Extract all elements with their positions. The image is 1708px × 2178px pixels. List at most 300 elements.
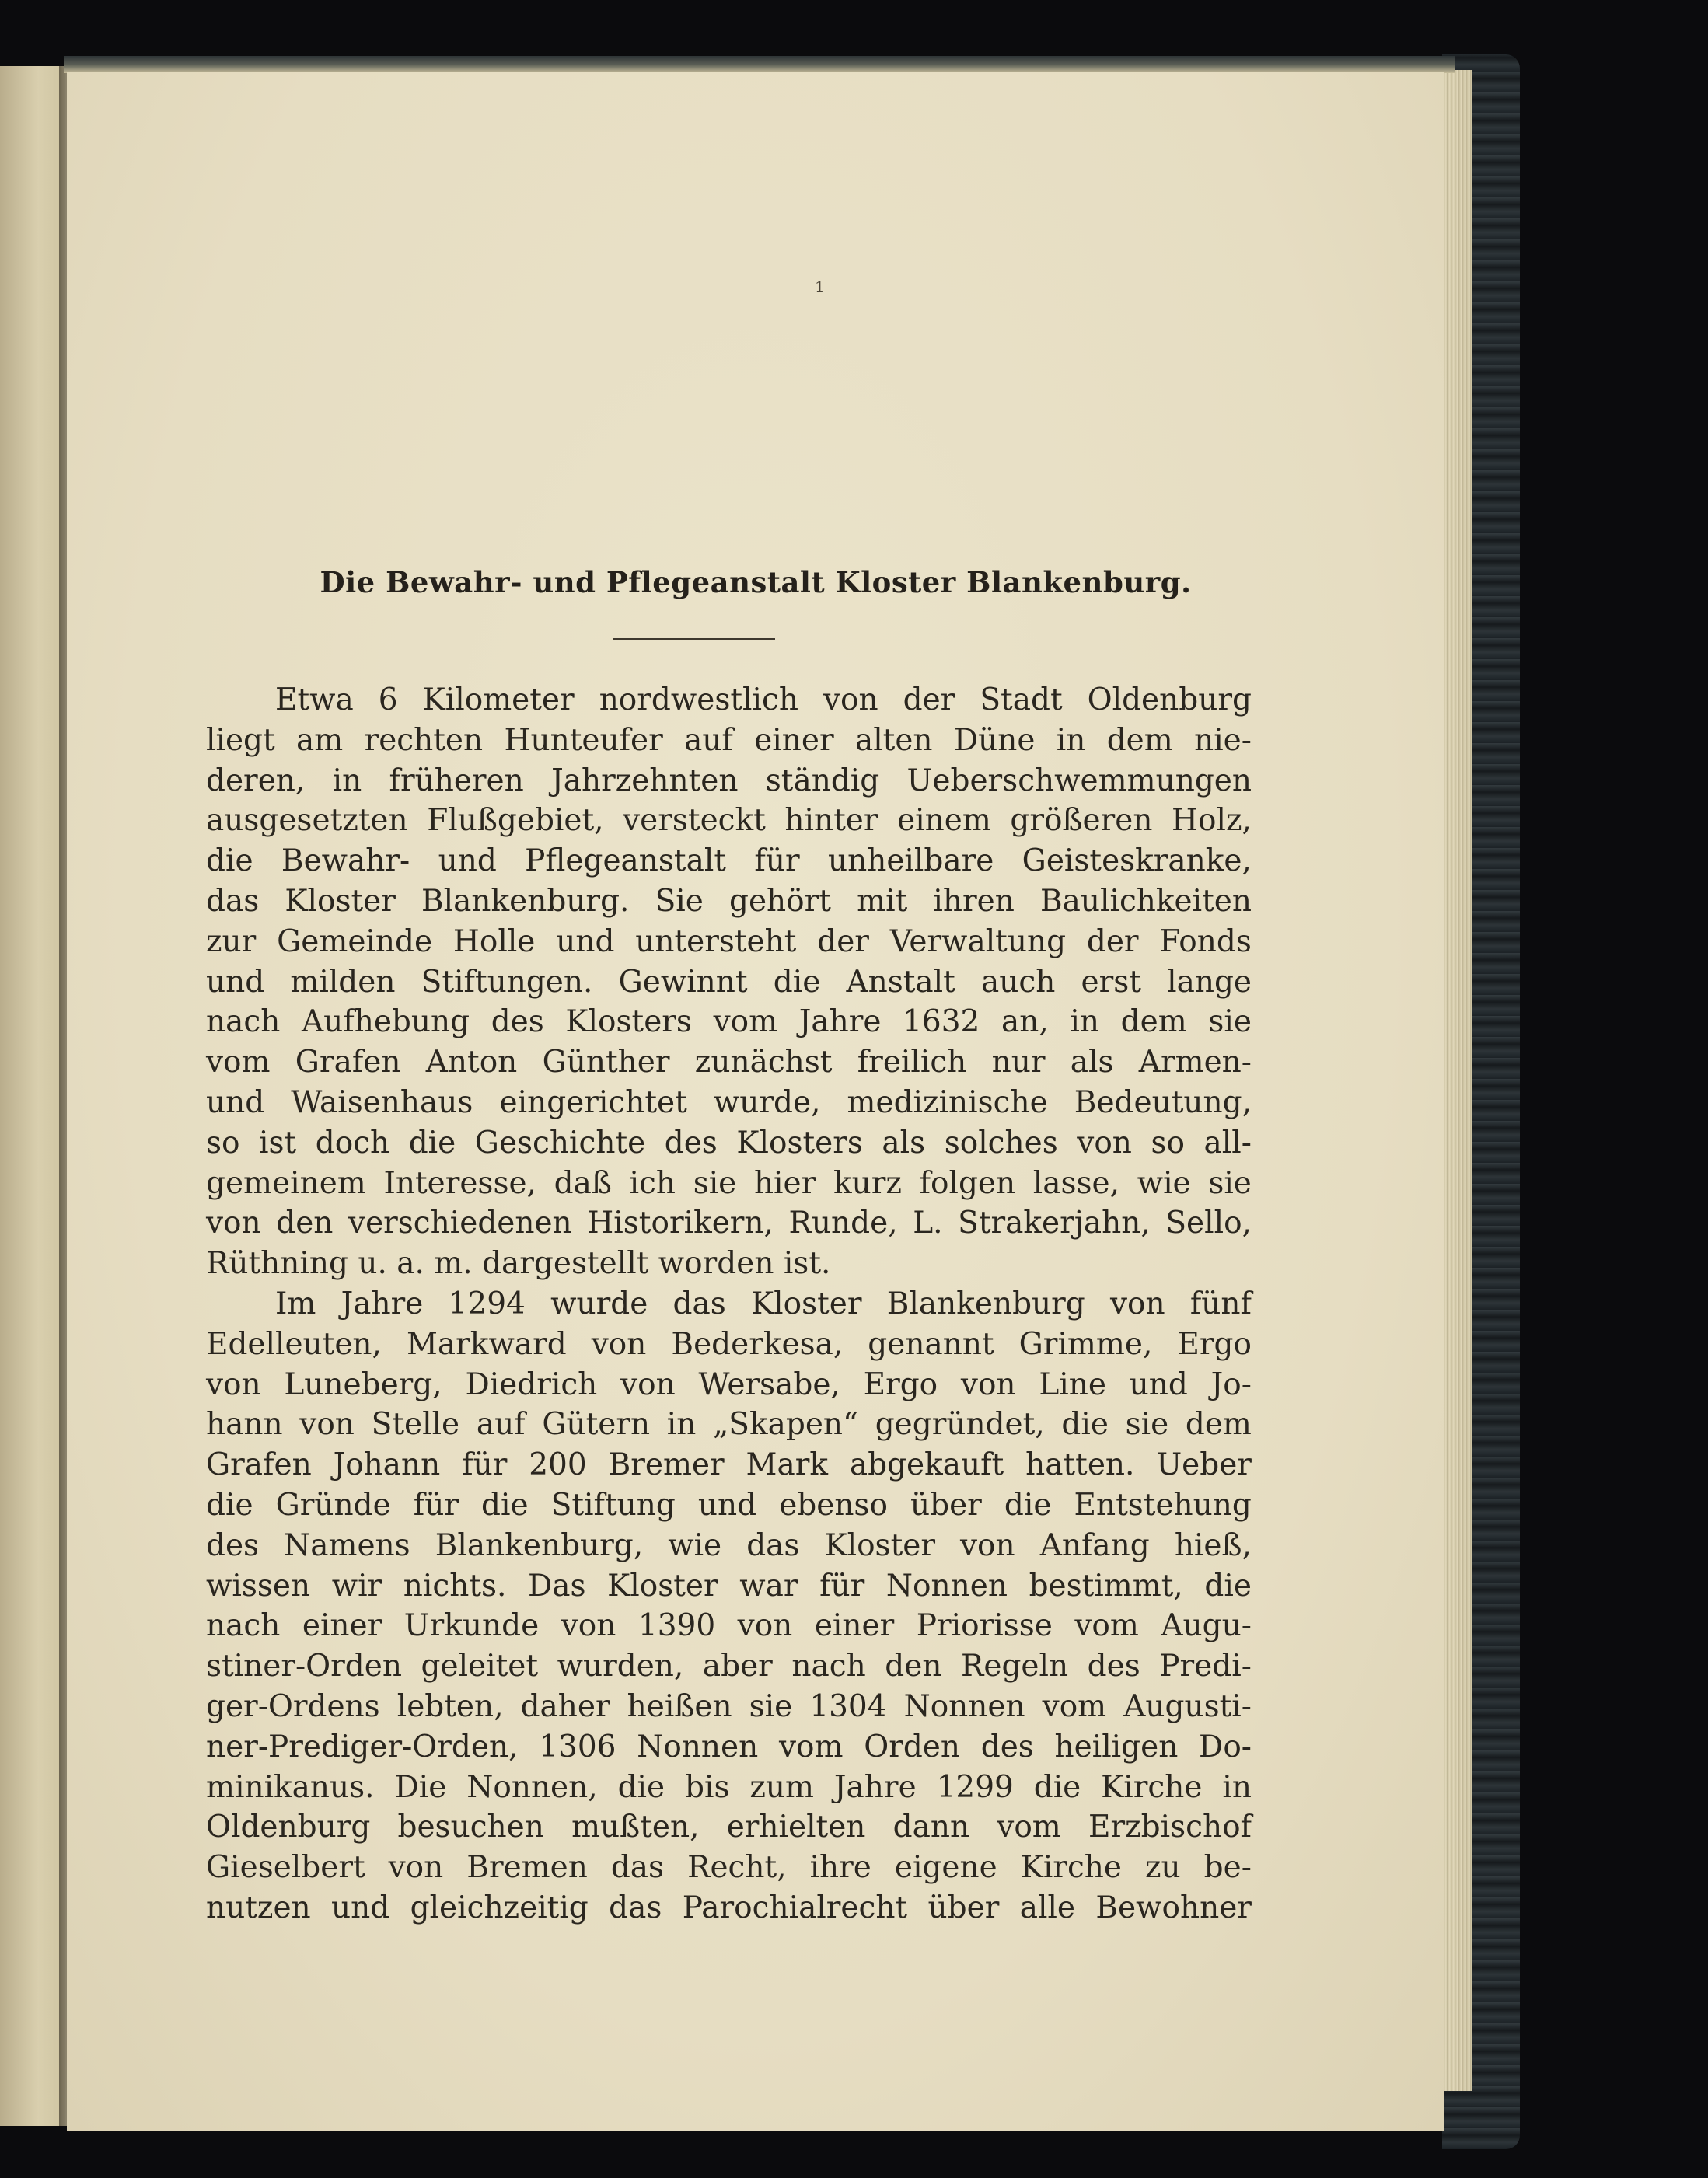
word: hieß, bbox=[1174, 1527, 1252, 1563]
word: zu bbox=[1144, 1850, 1181, 1886]
word: in bbox=[1056, 722, 1086, 758]
word: der bbox=[903, 682, 955, 717]
word: des bbox=[1087, 1649, 1140, 1684]
article-body bbox=[206, 680, 1252, 1928]
word: Kloster bbox=[285, 883, 396, 919]
word: abgekauft bbox=[849, 1447, 1004, 1483]
word: nutzen bbox=[206, 1890, 311, 1925]
text-line bbox=[206, 922, 1252, 962]
page-number: 1 bbox=[815, 277, 825, 296]
word: Orden bbox=[864, 1729, 960, 1764]
word: Sie bbox=[655, 883, 704, 919]
word: vom bbox=[1074, 1608, 1139, 1644]
word: Klosters bbox=[565, 1004, 692, 1040]
word: so bbox=[206, 1125, 240, 1161]
word: und bbox=[556, 923, 615, 959]
text-line bbox=[206, 801, 1252, 841]
word: ich bbox=[629, 1165, 676, 1201]
word: Markward bbox=[406, 1326, 567, 1362]
text-line bbox=[206, 1203, 1252, 1244]
word: Oldenburg bbox=[1087, 682, 1252, 717]
word: Parochialrecht bbox=[682, 1890, 908, 1925]
word: Priorisse bbox=[916, 1608, 1053, 1644]
text-line bbox=[206, 1164, 1252, 1204]
word: vom bbox=[778, 1729, 844, 1764]
word: und bbox=[438, 843, 497, 879]
word: die bbox=[1033, 1769, 1081, 1805]
word: das bbox=[609, 1890, 662, 1925]
word: den bbox=[885, 1649, 942, 1684]
word: von bbox=[823, 682, 878, 717]
word: den bbox=[276, 1206, 334, 1241]
word: sie bbox=[1125, 1407, 1169, 1443]
word: Armen- bbox=[1138, 1045, 1252, 1080]
word: deren, bbox=[206, 763, 306, 798]
word: vom bbox=[1042, 1688, 1107, 1724]
word: 1306 bbox=[539, 1729, 616, 1764]
word: versteckt bbox=[623, 803, 766, 839]
word: eigene bbox=[894, 1850, 997, 1886]
word: erhielten bbox=[726, 1810, 866, 1845]
word: Luneberg, bbox=[284, 1366, 442, 1402]
word: Ergo bbox=[863, 1366, 938, 1402]
word: Bedeutung, bbox=[1074, 1084, 1252, 1120]
word: 6 bbox=[378, 682, 398, 717]
word: Bewohner bbox=[1095, 1890, 1252, 1925]
word: Augusti- bbox=[1123, 1688, 1252, 1724]
word: untersteht bbox=[635, 923, 797, 959]
word: Urkunde bbox=[403, 1608, 540, 1644]
text-line bbox=[206, 1687, 1252, 1727]
word: ebenso bbox=[779, 1487, 888, 1523]
word: Kirche bbox=[1020, 1850, 1122, 1886]
word: Grimme, bbox=[1018, 1326, 1153, 1362]
word: mit bbox=[857, 883, 908, 919]
word: sie bbox=[749, 1688, 793, 1724]
word: von bbox=[960, 1527, 1015, 1563]
word: die bbox=[1004, 1487, 1052, 1523]
word: nach bbox=[206, 1004, 281, 1040]
text-line bbox=[206, 1485, 1252, 1526]
word: 1390 bbox=[637, 1608, 716, 1644]
word: Das bbox=[528, 1568, 586, 1604]
word: Regeln bbox=[961, 1649, 1069, 1684]
text-line bbox=[206, 761, 1252, 801]
word: Kloster bbox=[607, 1568, 718, 1604]
word: der bbox=[1086, 923, 1139, 959]
word: das bbox=[610, 1850, 665, 1886]
word: Stadt bbox=[980, 682, 1063, 717]
word: einem bbox=[897, 803, 991, 839]
word: und bbox=[697, 1487, 757, 1523]
text-line: Rüthning u. a. m. dargestellt worden ist. bbox=[206, 1246, 831, 1282]
word: Ueber bbox=[1156, 1447, 1252, 1483]
word: Gemeinde bbox=[277, 923, 433, 959]
word: lebten, bbox=[396, 1688, 504, 1724]
word: Augu- bbox=[1161, 1608, 1252, 1644]
word: sie bbox=[1208, 1165, 1252, 1201]
word: Geisteskranke, bbox=[1022, 843, 1252, 879]
word: auf bbox=[476, 1407, 526, 1443]
word: die bbox=[206, 1487, 253, 1523]
word: von bbox=[737, 1608, 793, 1644]
word: Günther bbox=[542, 1045, 670, 1080]
article-title: Die Bewahr- und Pflegeanstalt Kloster Blankenburg. bbox=[320, 565, 1192, 599]
text-line bbox=[206, 1768, 1252, 1808]
text-line bbox=[206, 1284, 1252, 1325]
word: Holz, bbox=[1172, 803, 1252, 839]
word: die bbox=[206, 843, 253, 879]
word: nichts. bbox=[403, 1568, 507, 1604]
word: Edelleuten, bbox=[206, 1326, 382, 1362]
word: von bbox=[620, 1366, 676, 1402]
word: das bbox=[746, 1527, 800, 1563]
left-page-edge bbox=[0, 66, 64, 2126]
word: über bbox=[910, 1487, 982, 1523]
word: nie- bbox=[1194, 722, 1252, 758]
word: in bbox=[1070, 1004, 1100, 1040]
word: aber bbox=[702, 1649, 773, 1684]
word: früheren bbox=[389, 763, 524, 798]
text-line bbox=[206, 680, 1252, 721]
text-line bbox=[206, 1365, 1252, 1405]
word: Blankenburg bbox=[886, 1286, 1085, 1321]
top-binding-edge bbox=[64, 56, 1455, 73]
word: zur bbox=[206, 923, 257, 959]
word: alle bbox=[1019, 1890, 1075, 1925]
text-line bbox=[206, 1566, 1252, 1607]
word: Jo- bbox=[1210, 1366, 1252, 1402]
word: 1632 bbox=[903, 1004, 980, 1040]
word: als bbox=[882, 1125, 926, 1161]
word: eingerichtet bbox=[499, 1084, 687, 1120]
word: dem bbox=[1106, 722, 1173, 758]
word: Anfang bbox=[1039, 1527, 1150, 1563]
word: Hunteufer bbox=[504, 722, 663, 758]
word: Kirche bbox=[1101, 1769, 1203, 1805]
word: minikanus. bbox=[206, 1769, 375, 1805]
word: liegt bbox=[206, 722, 275, 758]
word: nordwestlich bbox=[599, 682, 798, 717]
word: Namens bbox=[284, 1527, 410, 1563]
word: ist bbox=[259, 1125, 297, 1161]
word: einer bbox=[754, 722, 834, 758]
word: ausgesetzten bbox=[206, 803, 408, 839]
word: Düne bbox=[953, 722, 1036, 758]
word: dem bbox=[1185, 1407, 1252, 1443]
word: Klosters bbox=[736, 1125, 863, 1161]
word: Do- bbox=[1199, 1729, 1252, 1764]
word: ständig bbox=[765, 763, 880, 798]
text-line bbox=[206, 1606, 1252, 1646]
word: Sello, bbox=[1165, 1206, 1252, 1241]
word: erst bbox=[1081, 964, 1141, 1000]
word: wissen bbox=[206, 1568, 311, 1604]
word: Nonnen, bbox=[466, 1769, 598, 1805]
word: von bbox=[206, 1206, 261, 1241]
word: nach bbox=[206, 1608, 281, 1644]
title-divider bbox=[613, 638, 775, 640]
word: ner-Prediger-Orden, bbox=[206, 1729, 519, 1764]
word: für bbox=[462, 1447, 508, 1483]
word: Oldenburg bbox=[206, 1810, 371, 1845]
word: Entstehung bbox=[1074, 1487, 1252, 1523]
word: daher bbox=[520, 1688, 610, 1724]
word: Johann bbox=[333, 1447, 441, 1483]
word: Gieselbert bbox=[206, 1850, 365, 1886]
word: des bbox=[206, 1527, 260, 1563]
word: daß bbox=[554, 1165, 612, 1201]
word: gehört bbox=[729, 883, 831, 919]
word: Kilometer bbox=[422, 682, 575, 717]
word: auf bbox=[684, 722, 733, 758]
word: 1299 bbox=[936, 1769, 1014, 1805]
word: Bewahr- bbox=[281, 843, 410, 879]
word: einer bbox=[302, 1608, 382, 1644]
text-line bbox=[206, 1727, 1252, 1768]
word: unheilbare bbox=[827, 843, 994, 879]
word: sie bbox=[1208, 1004, 1252, 1040]
word: wurde bbox=[550, 1286, 648, 1321]
word: zum bbox=[749, 1769, 815, 1805]
text-line bbox=[206, 1325, 1252, 1365]
word: Im bbox=[275, 1286, 316, 1321]
word: sie bbox=[693, 1165, 737, 1201]
word: solches bbox=[944, 1125, 1058, 1161]
word: Verwaltung bbox=[889, 923, 1067, 959]
word: der bbox=[817, 923, 869, 959]
word: von bbox=[1077, 1125, 1132, 1161]
word: nur bbox=[991, 1045, 1046, 1080]
word: 200 bbox=[529, 1447, 587, 1483]
word: für bbox=[754, 843, 800, 879]
word: lasse, bbox=[1032, 1165, 1120, 1201]
word: mußten, bbox=[571, 1810, 700, 1845]
word: nach bbox=[791, 1649, 866, 1684]
word: dem bbox=[1120, 1004, 1187, 1040]
word: Blankenburg. bbox=[421, 883, 630, 919]
word: so bbox=[1151, 1125, 1185, 1161]
word: verschiedenen bbox=[348, 1206, 572, 1241]
word: für bbox=[819, 1568, 865, 1604]
word: milden bbox=[290, 964, 396, 1000]
word: einer bbox=[814, 1608, 895, 1644]
word: Holle bbox=[452, 923, 536, 959]
text-line bbox=[206, 1405, 1252, 1445]
word: vom bbox=[713, 1004, 778, 1040]
word: hinter bbox=[784, 803, 878, 839]
text-line bbox=[206, 962, 1252, 1003]
word: von bbox=[591, 1326, 647, 1362]
word: stiner-Orden bbox=[206, 1649, 402, 1684]
word: die bbox=[408, 1125, 456, 1161]
text-line bbox=[206, 1445, 1252, 1485]
word: Gütern bbox=[542, 1407, 651, 1443]
word: Anton bbox=[425, 1045, 518, 1080]
word: Jahre bbox=[798, 1004, 882, 1040]
word: hann bbox=[206, 1407, 283, 1443]
word: dann bbox=[892, 1810, 970, 1845]
word: von bbox=[561, 1608, 616, 1644]
word: wurde, bbox=[713, 1084, 821, 1120]
word: an, bbox=[1001, 1004, 1049, 1040]
word: und bbox=[206, 1084, 265, 1120]
word: Runde, bbox=[788, 1206, 898, 1241]
word: freilich bbox=[857, 1045, 967, 1080]
word: all- bbox=[1203, 1125, 1252, 1161]
word: als bbox=[1070, 1045, 1114, 1080]
word: in bbox=[332, 763, 362, 798]
word: medizinische bbox=[847, 1084, 1048, 1120]
word: Jahre bbox=[833, 1769, 917, 1805]
word: und bbox=[331, 1890, 390, 1925]
word: für bbox=[413, 1487, 459, 1523]
text-line bbox=[206, 721, 1252, 761]
word: Die bbox=[394, 1769, 447, 1805]
word: Ueberschwemmungen bbox=[906, 763, 1252, 798]
word: Aufhebung bbox=[301, 1004, 470, 1040]
word: Jahrzehnten bbox=[551, 763, 739, 798]
word: Strakerjahn, bbox=[958, 1206, 1151, 1241]
word: Wersabe, bbox=[698, 1366, 840, 1402]
word: von bbox=[299, 1407, 355, 1443]
word: die bbox=[617, 1769, 665, 1805]
word: von bbox=[1110, 1286, 1165, 1321]
text-line bbox=[206, 1807, 1252, 1848]
word: auch bbox=[981, 964, 1056, 1000]
word: von bbox=[960, 1366, 1016, 1402]
word: Baulichkeiten bbox=[1039, 883, 1252, 919]
word: Blankenburg, bbox=[435, 1527, 644, 1563]
word: des bbox=[491, 1004, 544, 1040]
word: Predi- bbox=[1159, 1649, 1252, 1684]
text-line bbox=[206, 1848, 1252, 1888]
text-line bbox=[206, 1123, 1252, 1164]
word: des bbox=[980, 1729, 1034, 1764]
word: Waisenhaus bbox=[291, 1084, 473, 1120]
word: alten bbox=[854, 722, 933, 758]
word: Jahre bbox=[341, 1286, 424, 1321]
word: geleitet bbox=[421, 1649, 539, 1684]
word: besuchen bbox=[397, 1810, 544, 1845]
word: heißen bbox=[627, 1688, 732, 1724]
word: wie bbox=[668, 1527, 722, 1563]
word: das bbox=[672, 1286, 726, 1321]
word: Gewinnt bbox=[618, 964, 748, 1000]
word: Interesse, bbox=[383, 1165, 536, 1201]
word: des bbox=[664, 1125, 718, 1161]
word: Bremen bbox=[466, 1850, 588, 1886]
word: ihre bbox=[809, 1850, 871, 1886]
word: vom bbox=[997, 1810, 1061, 1845]
word: Nonnen bbox=[885, 1568, 1008, 1604]
word: doch bbox=[315, 1125, 390, 1161]
text-line bbox=[206, 841, 1252, 881]
word: Mark bbox=[746, 1447, 828, 1483]
word: genannt bbox=[868, 1326, 994, 1362]
word: rechten bbox=[364, 722, 484, 758]
text-line bbox=[206, 1002, 1252, 1042]
word: Nonnen bbox=[637, 1729, 759, 1764]
word: Diedrich bbox=[465, 1366, 598, 1402]
word: am bbox=[296, 722, 344, 758]
word: hatten. bbox=[1025, 1447, 1135, 1483]
word: das bbox=[206, 883, 260, 919]
word: folgen bbox=[919, 1165, 1016, 1201]
word: vom bbox=[206, 1045, 271, 1080]
word: in bbox=[666, 1407, 697, 1443]
word: Recht, bbox=[687, 1850, 787, 1886]
word: Kloster bbox=[824, 1527, 935, 1563]
word: von bbox=[206, 1366, 261, 1402]
text-line bbox=[206, 1526, 1252, 1566]
word: über bbox=[927, 1890, 1000, 1925]
word: Erzbischof bbox=[1088, 1810, 1252, 1845]
word: heiligen bbox=[1054, 1729, 1179, 1764]
word: wurden, bbox=[557, 1649, 684, 1684]
word: die bbox=[1204, 1568, 1252, 1604]
word: Kloster bbox=[751, 1286, 862, 1321]
word: die bbox=[481, 1487, 529, 1523]
word: größeren bbox=[1010, 803, 1153, 839]
word: Bederkesa, bbox=[671, 1326, 844, 1362]
word: Geschichte bbox=[474, 1125, 646, 1161]
word: Grafen bbox=[206, 1447, 312, 1483]
text-line bbox=[206, 1888, 1252, 1928]
word: bis bbox=[685, 1769, 730, 1805]
word: Etwa bbox=[275, 682, 354, 717]
word: von bbox=[388, 1850, 444, 1886]
word: zunächst bbox=[694, 1045, 833, 1080]
word: wir bbox=[331, 1568, 382, 1604]
text-line bbox=[206, 1083, 1252, 1123]
text-line bbox=[206, 1042, 1252, 1083]
word: Historikern, bbox=[587, 1206, 774, 1241]
word: wie bbox=[1137, 1165, 1191, 1201]
word: gemeinem bbox=[206, 1165, 366, 1201]
text-line bbox=[206, 881, 1252, 922]
word: Stiftung bbox=[550, 1487, 676, 1523]
word: Gründe bbox=[275, 1487, 391, 1523]
word: gegründet, bbox=[875, 1407, 1045, 1443]
word: ger-Ordens bbox=[206, 1688, 380, 1724]
word: Stelle bbox=[371, 1407, 460, 1443]
word: war bbox=[739, 1568, 798, 1604]
word: Bremer bbox=[608, 1447, 725, 1483]
word: lange bbox=[1167, 964, 1252, 1000]
word: gleichzeitig bbox=[410, 1890, 589, 1925]
word: L. bbox=[913, 1206, 943, 1241]
word: Anstalt bbox=[846, 964, 955, 1000]
word: Pflegeanstalt bbox=[525, 843, 727, 879]
word: „Skapen“ bbox=[713, 1407, 858, 1443]
word: und bbox=[206, 964, 265, 1000]
word: kurz bbox=[833, 1165, 902, 1201]
word: fünf bbox=[1189, 1286, 1252, 1321]
word: ihren bbox=[933, 883, 1015, 919]
text-line bbox=[206, 1646, 1252, 1687]
word: Stiftungen. bbox=[421, 964, 593, 1000]
word: die bbox=[773, 964, 821, 1000]
word: in bbox=[1222, 1769, 1252, 1805]
word: Grafen bbox=[295, 1045, 401, 1080]
word: Line bbox=[1039, 1366, 1106, 1402]
word: hier bbox=[753, 1165, 816, 1201]
word: bestimmt, bbox=[1029, 1568, 1183, 1604]
word: 1294 bbox=[448, 1286, 526, 1321]
word: und bbox=[1129, 1366, 1188, 1402]
word: Ergo bbox=[1177, 1326, 1252, 1362]
